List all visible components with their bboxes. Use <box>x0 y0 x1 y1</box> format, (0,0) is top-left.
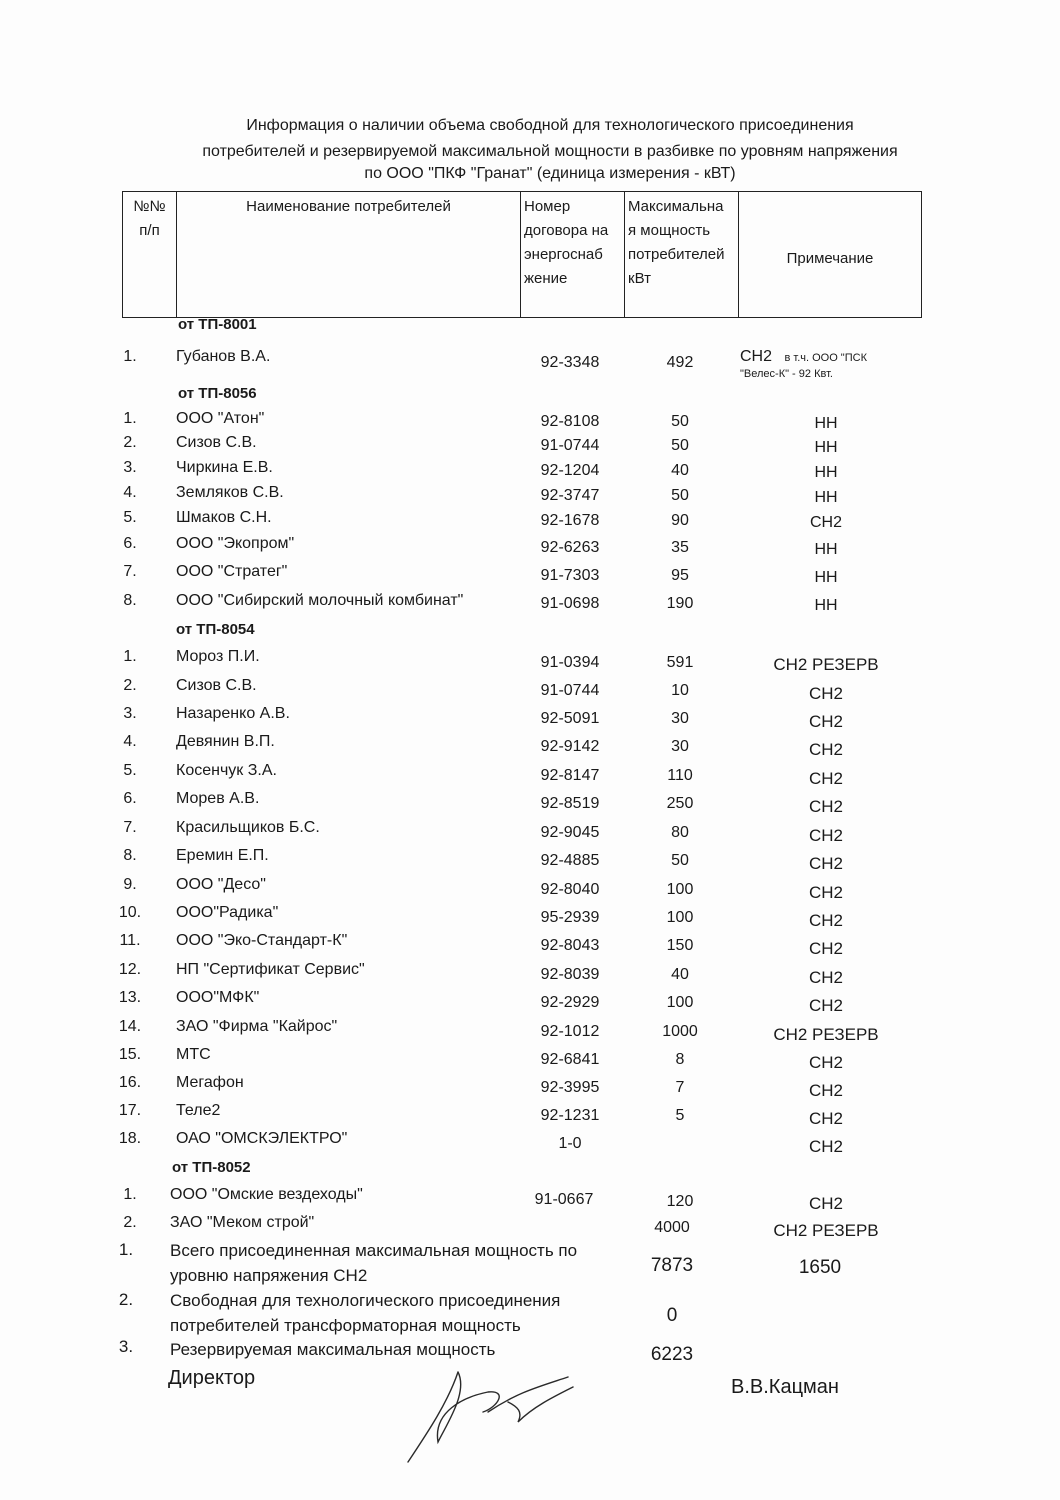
row-name: Девянин В.П. <box>176 733 275 750</box>
row-contract: 92-1231 <box>540 1107 600 1124</box>
row-note: СН2 <box>808 854 843 873</box>
row-note: НН <box>814 597 838 614</box>
table-row <box>0 648 1060 672</box>
row-name: Мегафон <box>176 1074 244 1091</box>
row-name: Мороз П.И. <box>176 648 260 665</box>
row-name: ООО "Стратег" <box>176 563 288 580</box>
table-row <box>0 989 1060 1013</box>
row-contract: 91-0667 <box>534 1191 594 1208</box>
summary-label: Всего присоединенная максимальная мощность по уровню напряжения СН2 <box>170 1241 578 1285</box>
row-num: 18. <box>118 1130 142 1147</box>
row-name: Чиркина Е.В. <box>176 459 273 476</box>
row-note: НН <box>814 489 838 506</box>
summary-label: Свободная для технологического присоединения потребителей трансформаторная мощность <box>170 1291 561 1335</box>
row-power: 120 <box>666 1193 694 1210</box>
row-power: 95 <box>671 567 689 584</box>
header-num: №№ п/п <box>123 192 177 317</box>
table-row <box>0 434 1060 458</box>
row-note: СН2 <box>808 1194 843 1213</box>
table-row <box>0 876 1060 900</box>
row-num: 1. <box>123 1186 137 1203</box>
signatory-name: В.В.Кацман <box>731 1376 839 1398</box>
table-row <box>0 1186 1060 1213</box>
row-num: 2. <box>123 1214 137 1231</box>
row-contract: 92-9045 <box>540 824 600 841</box>
row-power: 8 <box>675 1051 685 1068</box>
row-num: 3. <box>123 459 137 476</box>
row-contract: 1-0 <box>558 1135 582 1152</box>
row-num: 2. <box>123 677 137 694</box>
signature <box>388 1352 588 1472</box>
table-row <box>0 790 1060 814</box>
row-power: 100 <box>666 909 694 926</box>
row-note: СН2 <box>808 1081 843 1100</box>
row-contract: 92-5091 <box>540 710 600 727</box>
row-power: 90 <box>671 512 689 529</box>
row-contract: 92-3995 <box>540 1079 600 1096</box>
row-note: СН2 <box>808 911 843 930</box>
summary-label: Резервируемая максимальная мощность <box>170 1340 496 1359</box>
row-note: СН2 <box>809 514 842 531</box>
row-power: 40 <box>671 462 689 479</box>
row-contract: 92-8147 <box>540 767 600 784</box>
table-row <box>0 592 1060 616</box>
row-note: СН2 <box>808 826 843 845</box>
row-num: 7. <box>123 563 137 580</box>
row-contract: 92-4885 <box>540 852 600 869</box>
row-note: СН2 <box>808 712 843 731</box>
row-note: СН2 <box>808 968 843 987</box>
row-power: 5 <box>675 1107 685 1124</box>
summary-value: 0 <box>666 1305 678 1326</box>
row-name: Назаренко А.В. <box>176 705 290 722</box>
row-num: 2. <box>123 434 137 451</box>
row-power: 492 <box>666 354 694 371</box>
row-contract: 91-0394 <box>540 654 600 671</box>
row-power: 10 <box>671 682 689 699</box>
row-note: СН2 РЕЗЕРВ <box>773 1221 879 1240</box>
table-header <box>122 191 922 318</box>
row-power: 100 <box>666 881 694 898</box>
row-note: НН <box>814 415 838 432</box>
row-num: 13. <box>118 989 142 1006</box>
summary-num: 2. <box>118 1290 134 1309</box>
row-contract: 92-6841 <box>540 1051 600 1068</box>
row-name: Земляков С.В. <box>176 484 284 501</box>
table-row <box>0 1074 1060 1098</box>
row-num: 3. <box>123 705 137 722</box>
row-note: СН2 <box>808 1137 843 1156</box>
row-power: 150 <box>666 937 694 954</box>
row-num: 14. <box>118 1018 142 1035</box>
row-name: ООО"МФК" <box>176 989 260 1006</box>
table-row <box>0 410 1060 434</box>
row-num: 8. <box>123 592 137 609</box>
row-power: 30 <box>671 710 689 727</box>
row-power: 7 <box>675 1079 685 1096</box>
row-name: ООО "Сибирский молочный комбинат" <box>176 592 464 609</box>
row-name: ООО "Эко-Стандарт-К" <box>176 932 348 949</box>
row-note: СН2 <box>808 769 843 788</box>
row-name: ОАО "ОМСКЭЛЕКТРО" <box>176 1130 348 1147</box>
row-note: НН <box>814 541 838 558</box>
table-row <box>0 904 1060 928</box>
row-power: 190 <box>666 595 694 612</box>
row-name: ООО "Омские вездеходы" <box>170 1186 363 1203</box>
row-contract: 92-8519 <box>540 795 600 812</box>
section-title: от ТП-8001 <box>178 316 257 333</box>
row-contract: 92-1012 <box>540 1023 600 1040</box>
row-contract: 92-1678 <box>540 512 600 529</box>
row-name: Красильщиков Б.С. <box>176 819 320 836</box>
row-contract: 92-1204 <box>540 462 600 479</box>
row-num: 1. <box>123 410 137 427</box>
table-row <box>0 819 1060 843</box>
row-power: 40 <box>671 966 689 983</box>
row-power: 35 <box>671 539 689 556</box>
row-num: 4. <box>123 484 137 501</box>
table-row <box>0 1130 1060 1154</box>
table-row <box>0 484 1060 508</box>
header-name: Наименование потребителей <box>177 192 521 317</box>
row-contract: 92-3747 <box>540 487 600 504</box>
row-power: 50 <box>671 437 689 454</box>
row-num: 1. <box>123 348 137 365</box>
row-contract: 92-8108 <box>540 413 600 430</box>
row-name: ООО "Экопром" <box>176 535 295 552</box>
row-num: 5. <box>123 762 137 779</box>
row-note: СН2 в т.ч. ООО "ПСК "Велес-К" - 92 Квт. <box>740 348 867 380</box>
row-num: 5. <box>123 509 137 526</box>
summary-num: 1. <box>118 1240 134 1259</box>
row-name: Губанов В.А. <box>176 348 271 365</box>
table-row <box>0 509 1060 533</box>
row-num: 17. <box>118 1102 142 1119</box>
row-power: 50 <box>671 487 689 504</box>
table-row <box>0 1018 1060 1042</box>
row-contract: 92-9142 <box>540 738 600 755</box>
row-note: СН2 <box>808 740 843 759</box>
header-power: Максимальна я мощность потребителей кВт <box>625 192 739 317</box>
row-contract: 92-6263 <box>540 539 600 556</box>
document-title-line-1: Информация о наличии объема свободной для технологического присоединения <box>246 117 854 134</box>
summary-value: 6223 <box>650 1344 694 1365</box>
row-power: 100 <box>666 994 694 1011</box>
header-note: Примечание <box>786 250 874 267</box>
row-name: ЗАО "Меком строй" <box>170 1214 315 1231</box>
table-row <box>0 348 1060 380</box>
table-row <box>0 705 1060 729</box>
table-row <box>0 535 1060 559</box>
row-name: НП "Сертификат Сервис" <box>176 961 365 978</box>
summary-value: 7873 <box>650 1255 694 1276</box>
document-title-line-2: потребителей и резервируемой максимальной мощности в разбивке по уровням напряжения <box>202 143 898 160</box>
row-contract: 91-0744 <box>540 437 600 454</box>
row-contract: 95-2939 <box>540 909 600 926</box>
row-name: Шмаков С.Н. <box>176 509 272 526</box>
row-name: ЗАО "Фирма "Кайрос" <box>176 1018 338 1035</box>
row-power: 1000 <box>662 1023 698 1040</box>
row-note: СН2 <box>808 797 843 816</box>
section-title: от ТП-8056 <box>178 385 257 402</box>
row-num: 11. <box>119 932 141 949</box>
table-row <box>0 459 1060 483</box>
row-contract: 92-2929 <box>540 994 600 1011</box>
row-num: 7. <box>123 819 137 836</box>
row-power: 250 <box>666 795 694 812</box>
table-row <box>0 1046 1060 1070</box>
table-row <box>0 733 1060 757</box>
row-name: Сизов С.В. <box>176 434 257 451</box>
row-contract: 92-3348 <box>540 354 600 371</box>
row-num: 6. <box>123 535 137 552</box>
row-note: СН2 <box>808 996 843 1015</box>
section-title: от ТП-8052 <box>172 1159 251 1176</box>
row-name: ООО"Радика" <box>176 904 279 921</box>
row-contract: 92-8040 <box>540 881 600 898</box>
table-row <box>0 932 1060 956</box>
document-title-line-3: по ООО "ПКФ "Гранат" (единица измерения - кВТ) <box>364 165 736 182</box>
row-name: Сизов С.В. <box>176 677 257 694</box>
row-num: 10. <box>118 904 142 921</box>
table-row <box>0 1214 1060 1238</box>
row-note: СН2 <box>808 1053 843 1072</box>
row-note: НН <box>814 569 838 586</box>
table-row <box>0 762 1060 786</box>
row-num: 8. <box>123 847 137 864</box>
row-name: ООО "Атон" <box>176 410 265 427</box>
row-num: 6. <box>123 790 137 807</box>
row-power: 30 <box>671 738 689 755</box>
row-note: НН <box>814 439 838 456</box>
row-name: ООО "Десо" <box>176 876 266 893</box>
row-num: 1. <box>123 648 137 665</box>
header-contract: Номер договора на энергоснаб жение <box>521 192 625 317</box>
row-power: 110 <box>667 767 693 784</box>
section-title: от ТП-8054 <box>176 621 255 638</box>
row-name: Морев А.В. <box>176 790 260 807</box>
summary-value-2: 1650 <box>798 1257 842 1278</box>
row-num: 15. <box>118 1046 142 1063</box>
row-contract: 92-8039 <box>540 966 600 983</box>
row-name: Еремин Е.П. <box>176 847 269 864</box>
row-power: 4000 <box>654 1219 690 1236</box>
row-note: НН <box>814 464 838 481</box>
table-row <box>0 1102 1060 1126</box>
row-note: СН2 <box>808 939 843 958</box>
row-contract: 91-0698 <box>540 595 600 612</box>
table-row <box>0 847 1060 871</box>
row-note: СН2 <box>808 1109 843 1128</box>
row-contract: 91-7303 <box>540 567 600 584</box>
row-num: 16. <box>118 1074 142 1091</box>
row-contract: 92-8043 <box>540 937 600 954</box>
table-row <box>0 677 1060 701</box>
row-note: СН2 <box>808 684 843 703</box>
row-num: 12. <box>118 961 142 978</box>
row-name: МТС <box>176 1046 211 1063</box>
row-name: Теле2 <box>176 1102 221 1119</box>
row-note: СН2 <box>808 883 843 902</box>
row-note: СН2 РЕЗЕРВ <box>773 655 879 674</box>
row-num: 4. <box>123 733 137 750</box>
row-num: 9. <box>123 876 137 893</box>
row-power: 50 <box>671 413 689 430</box>
row-power: 80 <box>671 824 689 841</box>
row-power: 50 <box>671 852 689 869</box>
signatory-position: Директор <box>168 1367 256 1389</box>
row-note: СН2 РЕЗЕРВ <box>773 1025 879 1044</box>
table-row <box>0 563 1060 587</box>
row-power: 591 <box>666 654 694 671</box>
table-row <box>0 961 1060 985</box>
row-name: Косенчук З.А. <box>176 762 277 779</box>
row-contract: 91-0744 <box>540 682 600 699</box>
summary-num: 3. <box>118 1337 134 1356</box>
